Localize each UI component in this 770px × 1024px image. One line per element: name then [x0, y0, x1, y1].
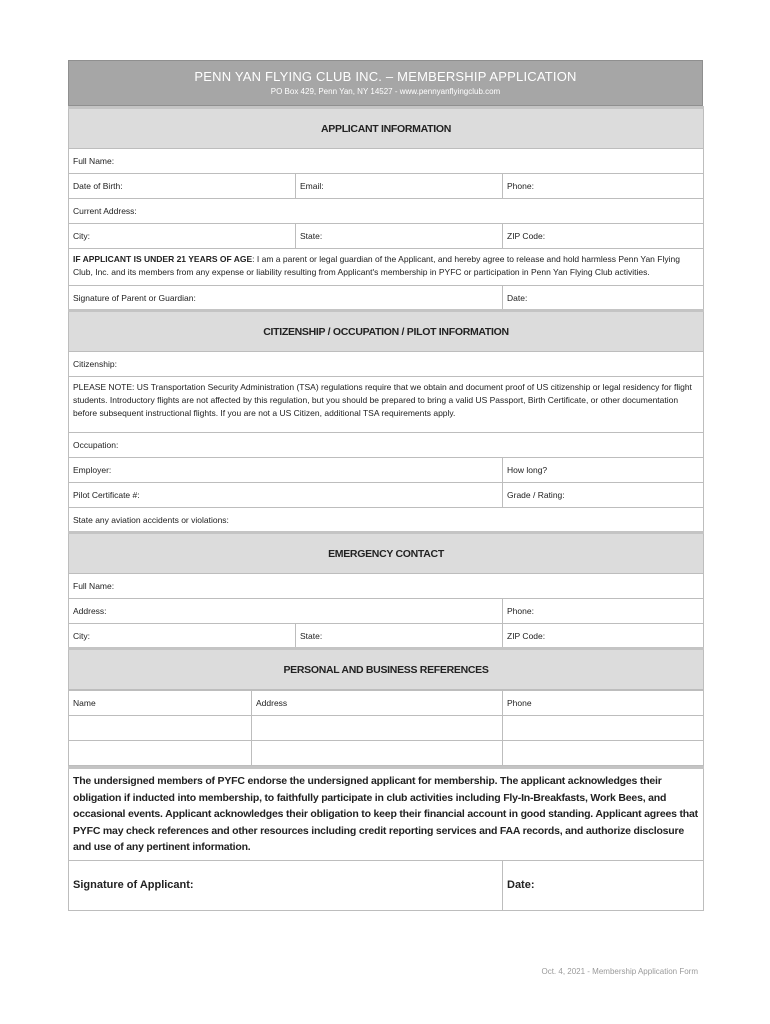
ref-2-address-field[interactable]	[252, 741, 503, 766]
emergency-state-field[interactable]: State:	[296, 624, 503, 649]
ref-col-address: Address	[252, 691, 503, 716]
grade-rating-field[interactable]: Grade / Rating:	[503, 483, 704, 508]
zip-field[interactable]: ZIP Code:	[503, 224, 704, 249]
guardian-date-field[interactable]: Date:	[503, 286, 704, 311]
membership-form	[68, 60, 703, 911]
tsa-note: PLEASE NOTE: US Transportation Security Administration (TSA) regulations require that we obtain and document proof of US citizenship or legal residency for flight students. Introductory flights are not affected by this regulation, but you should be prepared to bring a valid US Passport, Birth Certificate, or other documentation before subsequent instructional flights. If you are not a US Citizen, additional TSA requirements apply.	[69, 377, 704, 433]
email-field[interactable]: Email:	[296, 174, 503, 199]
club-address: PO Box 429, Penn Yan, NY 14527 - www.pennyanflyingclub.com	[270, 87, 501, 96]
phone-field[interactable]: Phone:	[503, 174, 704, 199]
minor-text: : I am a parent or legal guardian of the Applicant, and hereby agree to release and hold harmless Penn Yan Flying Club, Inc. and its members from any expense or liability resulting from Applicant's membership in PYFC or participation in Penn Yan Flying Club activities.	[73, 254, 680, 277]
occupation-field[interactable]: Occupation:	[69, 433, 704, 458]
current-address-field[interactable]: Current Address:	[69, 199, 704, 224]
accidents-field[interactable]: State any aviation accidents or violations:	[69, 508, 704, 533]
dob-field[interactable]: Date of Birth:	[69, 174, 296, 199]
citizenship-field[interactable]: Citizenship:	[69, 352, 704, 377]
city-field[interactable]: City:	[69, 224, 296, 249]
employer-field[interactable]: Employer:	[69, 458, 503, 483]
applicant-signature-field[interactable]: Signature of Applicant:	[69, 860, 503, 910]
applicant-full-name-field[interactable]: Full Name:	[69, 149, 704, 174]
guardian-signature-field[interactable]: Signature of Parent or Guardian:	[69, 286, 503, 311]
ref-col-phone: Phone	[503, 691, 704, 716]
minor-release-notice	[69, 249, 704, 286]
ref-1-name-field[interactable]	[69, 716, 252, 741]
emergency-address-field[interactable]: Address:	[69, 599, 503, 624]
emergency-zip-field[interactable]: ZIP Code:	[503, 624, 704, 649]
minor-heading: IF APPLICANT IS UNDER 21 YEARS OF AGE	[73, 254, 253, 264]
form-header	[68, 60, 703, 106]
applicant-date-field[interactable]: Date:	[503, 860, 704, 910]
references-section-title: PERSONAL AND BUSINESS REFERENCES	[69, 649, 704, 690]
ref-col-name: Name	[69, 691, 252, 716]
endorsement-table	[68, 766, 704, 911]
ref-2-phone-field[interactable]	[503, 741, 704, 766]
how-long-field[interactable]: How long?	[503, 458, 704, 483]
form-footer: Oct. 4, 2021 - Membership Application Form	[541, 967, 698, 976]
ref-2-name-field[interactable]	[69, 741, 252, 766]
references-table	[68, 690, 704, 766]
applicant-section-title: APPLICANT INFORMATION	[69, 108, 704, 149]
emergency-full-name-field[interactable]: Full Name:	[69, 574, 704, 599]
pilot-certificate-field[interactable]: Pilot Certificate #:	[69, 483, 503, 508]
endorsement-text: The undersigned members of PYFC endorse the undersigned applicant for membership. The applicant acknowledges their obligation if inducted into membership, to faithfully participate in club activities including Fly-In-Breakfasts, Work Bees, and occasional events. Applicant acknowledges their obligation to keep their financial account in good standing. Applicant agrees that PYFC may check references and other resources including credit reporting services and FAA records, and authorize disclosure and use of any pertinent information.	[69, 768, 704, 861]
ref-1-phone-field[interactable]	[503, 716, 704, 741]
emergency-phone-field[interactable]: Phone:	[503, 599, 704, 624]
emergency-city-field[interactable]: City:	[69, 624, 296, 649]
ref-1-address-field[interactable]	[252, 716, 503, 741]
form-title: PENN YAN FLYING CLUB INC. – MEMBERSHIP APPLICATION	[194, 69, 577, 84]
citizenship-section-title: CITIZENSHIP / OCCUPATION / PILOT INFORMATION	[69, 311, 704, 352]
emergency-section-title: EMERGENCY CONTACT	[69, 533, 704, 574]
state-field[interactable]: State:	[296, 224, 503, 249]
applicant-table	[68, 106, 704, 690]
